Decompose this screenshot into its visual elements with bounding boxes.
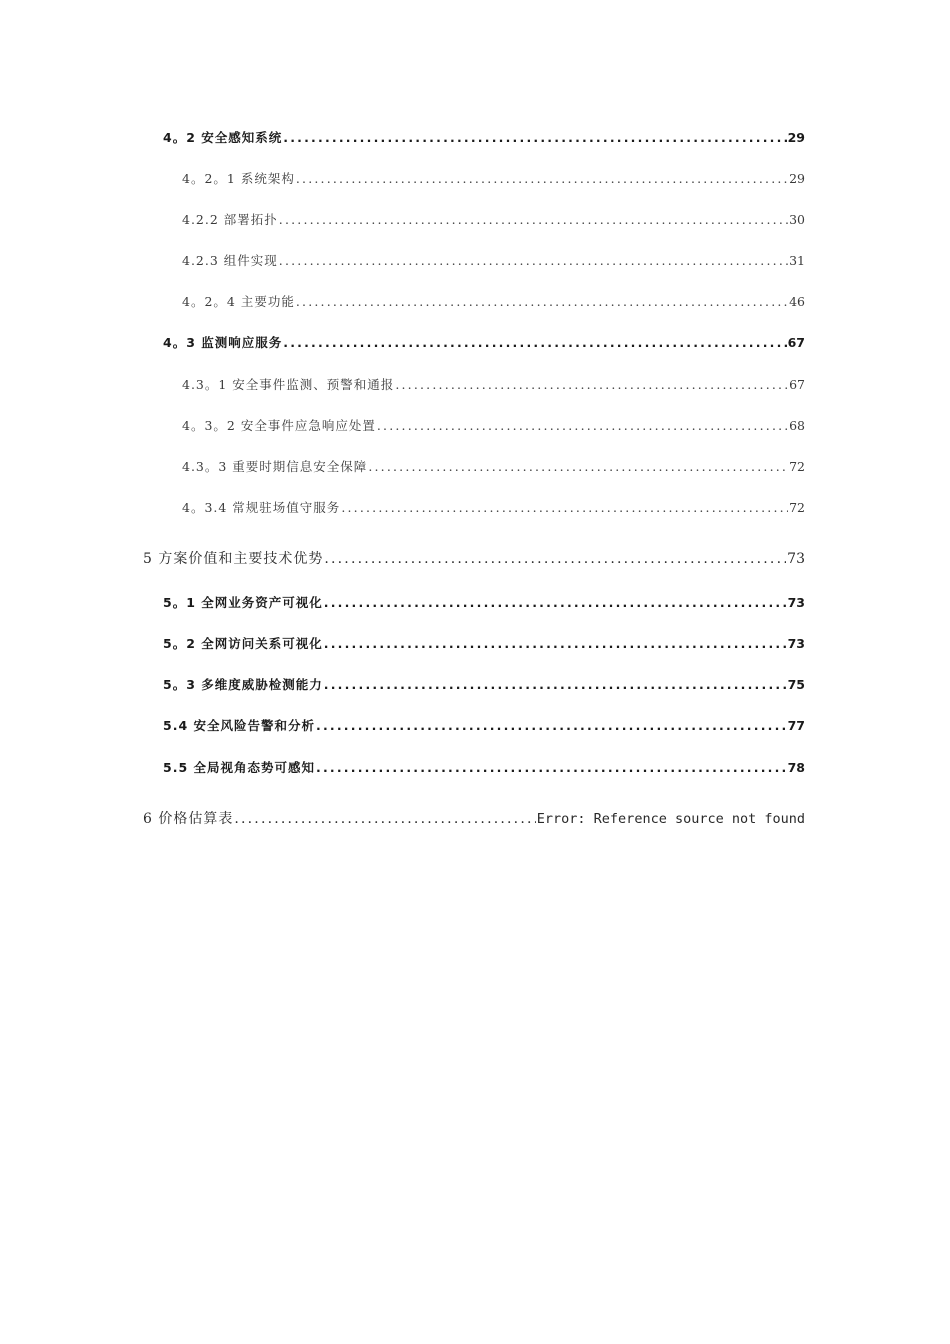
toc-entry-5[interactable] (143, 550, 805, 568)
toc-entry-title: 5 方案价值和主要技术优势 (143, 551, 324, 567)
toc-entry-4-2-4[interactable] (182, 293, 805, 311)
toc-dot-leader (279, 211, 788, 229)
toc-entry-title: 4。2。4 主要功能 (182, 294, 295, 309)
toc-entry-5-1[interactable] (163, 594, 805, 612)
toc-entry-5-4[interactable] (163, 717, 805, 735)
toc-page-number: Error: Reference source not found (536, 811, 805, 827)
toc-dot-leader (324, 676, 787, 694)
toc-entry-title: 4.3。1 安全事件监测、预警和通报 (182, 377, 395, 392)
toc-entry-title: 4。2。1 系统架构 (182, 171, 295, 186)
toc-page-number: 68 (789, 418, 805, 433)
toc-dot-leader (316, 759, 787, 777)
toc-dot-leader (279, 252, 788, 270)
toc-entry-title: 4。3.4 常规驻场值守服务 (182, 500, 341, 515)
toc-dot-leader (324, 594, 787, 612)
toc-dot-leader (368, 458, 788, 476)
toc-entry-title: 4.2.2 部署拓扑 (182, 212, 278, 227)
toc-page-number: 77 (787, 718, 805, 733)
toc-entry-4-3[interactable] (163, 334, 805, 352)
toc-entry-6[interactable] (143, 810, 805, 828)
toc-page-number: 29 (787, 130, 805, 145)
toc-entry-5-3[interactable] (163, 676, 805, 694)
toc-entry-4-2-3[interactable] (182, 252, 805, 270)
toc-page-number: 78 (787, 760, 805, 775)
toc-entry-title: 5.4 安全风险告警和分析 (163, 718, 315, 733)
toc-dot-leader (234, 810, 535, 828)
toc-page-number: 31 (789, 253, 805, 268)
toc-page-number: 73 (787, 595, 805, 610)
toc-page-number: 67 (789, 377, 805, 392)
toc-entry-4-3-2[interactable] (182, 417, 805, 435)
toc-entry-title: 4.3。3 重要时期信息安全保障 (182, 459, 368, 474)
toc-dot-leader (283, 129, 786, 147)
toc-entry-title: 6 价格估算表 (143, 811, 234, 827)
toc-entry-title: 5。2 全网访问关系可视化 (163, 636, 323, 651)
toc-entry-title: 5。1 全网业务资产可视化 (163, 595, 323, 610)
toc-entry-title: 5。3 多维度威胁检测能力 (163, 677, 323, 692)
toc-dot-leader (283, 334, 786, 352)
toc-entry-4-3-1[interactable] (182, 376, 805, 394)
toc-page-number: 73 (787, 551, 805, 567)
toc-dot-leader (395, 376, 788, 394)
toc-page-number: 30 (789, 212, 805, 227)
toc-dot-leader (316, 717, 787, 735)
toc-entry-4-2[interactable] (163, 129, 805, 147)
toc-entry-4-3-3[interactable] (182, 458, 805, 476)
toc-dot-leader (324, 550, 786, 568)
toc-dot-leader (296, 293, 788, 311)
toc-page-number: 72 (789, 459, 805, 474)
toc-entry-5-2[interactable] (163, 635, 805, 653)
toc-dot-leader (341, 499, 788, 517)
toc-entry-title: 4.2.3 组件实现 (182, 253, 278, 268)
toc-entry-title: 4。3。2 安全事件应急响应处置 (182, 418, 376, 433)
toc-page-number: 75 (787, 677, 805, 692)
toc-entry-4-2-2[interactable] (182, 211, 805, 229)
toc-entry-4-3-4[interactable] (182, 499, 805, 517)
toc-page-number: 73 (787, 636, 805, 651)
toc-page-number: 46 (789, 294, 805, 309)
toc-dot-leader (324, 635, 787, 653)
toc-page-number: 29 (789, 171, 805, 186)
toc-entry-title: 4。3 监测响应服务 (163, 335, 283, 350)
toc-entry-title: 5.5 全局视角态势可感知 (163, 760, 315, 775)
toc-entry-5-5[interactable] (163, 759, 805, 777)
toc-dot-leader (377, 417, 788, 435)
toc-page-number: 72 (789, 500, 805, 515)
toc-entry-4-2-1[interactable] (182, 170, 805, 188)
toc-entry-title: 4。2 安全感知系统 (163, 130, 283, 145)
toc-page-number: 67 (787, 335, 805, 350)
toc-dot-leader (296, 170, 788, 188)
